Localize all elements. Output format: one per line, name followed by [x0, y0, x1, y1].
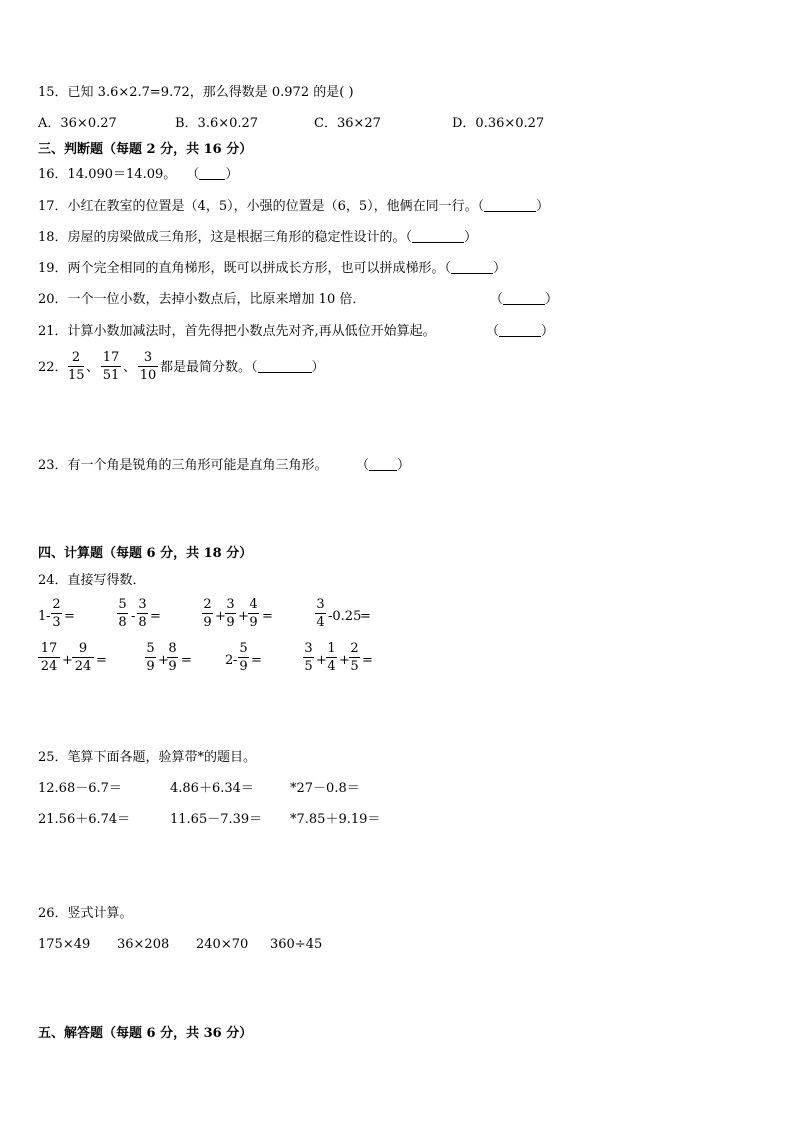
question-20-text: 20．一个一位小数，去掉小数点后，比原来增加 10 倍．	[38, 292, 366, 307]
q25-item-4: 21.56＋6.74＝	[38, 812, 131, 827]
question-26-title: 26．竖式计算。	[38, 906, 133, 921]
question-18-text: 18．房屋的房梁做成三角形，这是根据三角形的稳定性设计的。	[38, 230, 406, 245]
q15-option-d: D．0.36×0.27	[452, 116, 545, 131]
q15-option-a: A．36×0.27	[38, 116, 117, 131]
answer-blank-18[interactable]	[412, 230, 464, 243]
section-3-title: 三、判断题（每题 2 分，共 16 分）	[38, 142, 253, 157]
question-16-text: 16．14.090＝14.09。	[38, 167, 177, 182]
q22-fraction-3: $\frac{3}{10}$	[139, 350, 157, 383]
q22-fraction-1: $\frac{2}{15}$	[68, 350, 85, 383]
answer-blank-17[interactable]	[484, 199, 536, 212]
q25-item-6: *7.85＋9.19＝	[290, 812, 381, 827]
question-21-text: 21．计算小数加减法时，首先得把小数点先对齐,再从低位开始算起。	[38, 324, 436, 339]
q26-item-4: 360÷45	[270, 937, 323, 952]
question-19-text: 19．两个完全相同的直角梯形，既可以拼成长方形，也可以拼成梯形。	[38, 261, 445, 276]
q25-item-2: 4.86＋6.34＝	[170, 781, 254, 796]
question-17: 17．小红在教室的位置是（4，5），小强的位置是（6，5），他俩在同一行。（ ）	[38, 199, 550, 214]
answer-blank-19[interactable]	[451, 261, 493, 274]
answer-blank-23[interactable]	[369, 458, 397, 471]
q26-item-3: 240×70	[196, 937, 249, 952]
question-25-title: 25．笔算下面各题，验算带*的题目。	[38, 750, 257, 765]
q15-option-b: B．3.6×0.27	[175, 116, 259, 131]
answer-blank-20[interactable]	[503, 292, 545, 305]
question-23-text: 23．有一个角是锐角的三角形可能是直角三角形。	[38, 458, 328, 473]
q22-fraction-2: $\frac{17}{51}$	[102, 350, 120, 383]
section-4-title: 四、计算题（每题 6 分，共 18 分）	[38, 546, 253, 561]
q25-item-3: *27－0.8＝	[290, 781, 360, 796]
q26-item-1: 175×49	[38, 937, 91, 952]
question-23-answer: （ ）	[356, 458, 411, 473]
q15-option-c: C．36×27	[314, 116, 381, 131]
question-16: 16．14.090＝14.09。 （ ）	[38, 167, 239, 182]
question-22-number: 22．	[38, 360, 68, 375]
answer-blank-21[interactable]	[499, 324, 541, 337]
question-22-tail: 都是最简分数。（ ）	[160, 360, 325, 375]
question-19: 19．两个完全相同的直角梯形，既可以拼成长方形，也可以拼成梯形。（ ）	[38, 261, 507, 276]
q26-item-2: 36×208	[117, 937, 170, 952]
question-17-text: 17．小红在教室的位置是（4，5），小强的位置是（6，5），他俩在同一行。	[38, 199, 478, 214]
q25-item-5: 11.65－7.39＝	[170, 812, 263, 827]
question-18: 18．房屋的房梁做成三角形，这是根据三角形的稳定性设计的。（ ）	[38, 230, 478, 245]
question-20-answer: （ ）	[490, 292, 559, 307]
question-24-title: 24．直接写得数．	[38, 573, 146, 588]
section-5-title: 五、解答题（每题 6 分，共 36 分）	[38, 1026, 253, 1041]
question-15-text: 15．已知 3.6×2.7=9.72，那么得数是 0.972 的是( )	[38, 85, 354, 100]
answer-blank-22[interactable]	[258, 360, 312, 373]
q25-item-1: 12.68－6.7＝	[38, 781, 122, 796]
answer-blank-16[interactable]	[199, 167, 225, 180]
question-21-answer: （ ）	[486, 324, 555, 339]
